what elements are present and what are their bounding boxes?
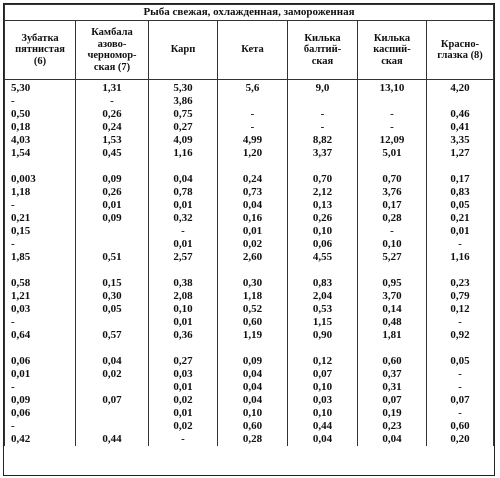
table-cell: 0,07 bbox=[288, 368, 358, 381]
column-header-line: Килька bbox=[373, 32, 411, 44]
table-body bbox=[5, 80, 494, 447]
table-row bbox=[5, 121, 494, 134]
table-cell: 0,05 bbox=[76, 303, 149, 316]
table-cell: 0,83 bbox=[288, 277, 358, 290]
table-cell bbox=[218, 160, 288, 173]
table-cell: - bbox=[427, 316, 494, 329]
table-cell: 0,51 bbox=[76, 251, 149, 264]
table-cell: 0,50 bbox=[5, 108, 76, 121]
table-cell: - bbox=[427, 368, 494, 381]
table-cell: 0,15 bbox=[5, 225, 76, 238]
table-cell: 4,09 bbox=[149, 134, 218, 147]
table-cell bbox=[76, 407, 149, 420]
table-cell: - bbox=[427, 381, 494, 394]
column-header-line: (6) bbox=[33, 55, 47, 67]
table-cell bbox=[288, 264, 358, 277]
table-cell bbox=[76, 381, 149, 394]
table-cell: 0,31 bbox=[358, 381, 427, 394]
table-cell: 2,57 bbox=[149, 251, 218, 264]
table-cell: 1,27 bbox=[427, 147, 494, 160]
table-cell: 0,48 bbox=[358, 316, 427, 329]
table-cell: 0,09 bbox=[218, 355, 288, 368]
table-row bbox=[5, 394, 494, 407]
table-cell: 0,15 bbox=[76, 277, 149, 290]
table-cell: 1,18 bbox=[218, 290, 288, 303]
nutrition-table-frame bbox=[3, 3, 495, 476]
table-cell: 0,27 bbox=[149, 121, 218, 134]
table-cell: 9,0 bbox=[288, 80, 358, 96]
table-cell: 12,09 bbox=[358, 134, 427, 147]
table-row bbox=[5, 290, 494, 303]
table-row bbox=[5, 108, 494, 121]
table-row bbox=[5, 173, 494, 186]
table-cell: 5,6 bbox=[218, 80, 288, 96]
table-cell: 0,04 bbox=[218, 394, 288, 407]
table-row bbox=[5, 264, 494, 277]
table-cell: 0,17 bbox=[358, 199, 427, 212]
table-cell: 2,04 bbox=[288, 290, 358, 303]
table-row bbox=[5, 186, 494, 199]
table-cell: - bbox=[288, 108, 358, 121]
table-cell: 0,04 bbox=[358, 433, 427, 446]
table-cell: 0,52 bbox=[218, 303, 288, 316]
table-cell: 1,20 bbox=[218, 147, 288, 160]
column-header-line: Килька bbox=[304, 32, 341, 44]
table-cell: 0,10 bbox=[218, 407, 288, 420]
table-cell: 0,16 bbox=[218, 212, 288, 225]
table-cell: 4,03 bbox=[5, 134, 76, 147]
table-cell: 3,70 bbox=[358, 290, 427, 303]
table-row bbox=[5, 277, 494, 290]
table-cell: 0,04 bbox=[149, 173, 218, 186]
table-cell bbox=[76, 264, 149, 277]
table-row bbox=[5, 147, 494, 160]
table-cell: 0,44 bbox=[76, 433, 149, 446]
table-cell: 0,26 bbox=[76, 108, 149, 121]
column-header bbox=[427, 21, 494, 80]
table-cell bbox=[427, 264, 494, 277]
table-row bbox=[5, 316, 494, 329]
table-cell bbox=[76, 225, 149, 238]
table-cell: - bbox=[218, 121, 288, 134]
table-cell: 0,03 bbox=[288, 394, 358, 407]
table-cell: 0,04 bbox=[76, 355, 149, 368]
table-cell: 8,82 bbox=[288, 134, 358, 147]
table-cell: 0,03 bbox=[5, 303, 76, 316]
table-cell bbox=[288, 342, 358, 355]
column-header bbox=[218, 21, 288, 80]
table-cell: 0,10 bbox=[288, 225, 358, 238]
table-cell: 0,02 bbox=[76, 368, 149, 381]
table-cell: 0,04 bbox=[218, 368, 288, 381]
table-cell: 0,38 bbox=[149, 277, 218, 290]
table-cell: 0,05 bbox=[427, 199, 494, 212]
table-row bbox=[5, 420, 494, 433]
table-row bbox=[5, 407, 494, 420]
table-row bbox=[5, 238, 494, 251]
column-header-line: каспий- bbox=[373, 44, 411, 56]
column-header-line: пятнистая bbox=[15, 44, 65, 56]
table-cell: 0,01 bbox=[149, 316, 218, 329]
table-cell: 5,30 bbox=[5, 80, 76, 96]
table-cell: 0,23 bbox=[358, 420, 427, 433]
table-cell: 0,10 bbox=[358, 238, 427, 251]
table-cell: 0,01 bbox=[427, 225, 494, 238]
table-cell: 0,53 bbox=[288, 303, 358, 316]
table-cell bbox=[149, 160, 218, 173]
table-cell: 0,27 bbox=[149, 355, 218, 368]
group-title: Рыба свежая, охлажденная, замороженная bbox=[5, 5, 494, 21]
table-cell: 4,99 bbox=[218, 134, 288, 147]
table-row bbox=[5, 199, 494, 212]
table-cell: 5,30 bbox=[149, 80, 218, 96]
table-row bbox=[5, 303, 494, 316]
table-cell bbox=[288, 95, 358, 108]
table-cell bbox=[149, 342, 218, 355]
column-header-line: азово- bbox=[97, 38, 127, 50]
table-cell: - bbox=[5, 420, 76, 433]
table-cell: 0,02 bbox=[149, 394, 218, 407]
table-cell bbox=[358, 264, 427, 277]
table-row bbox=[5, 95, 494, 108]
table-cell: 0,79 bbox=[427, 290, 494, 303]
table-cell: 0,78 bbox=[149, 186, 218, 199]
table-cell: 1,53 bbox=[76, 134, 149, 147]
table-row bbox=[5, 134, 494, 147]
table-cell: - bbox=[358, 121, 427, 134]
table-cell: 0,01 bbox=[149, 238, 218, 251]
table-cell: 0,60 bbox=[218, 316, 288, 329]
table-cell: 0,19 bbox=[358, 407, 427, 420]
table-cell: 0,06 bbox=[5, 355, 76, 368]
column-header-row bbox=[5, 21, 494, 80]
table-cell: 0,07 bbox=[358, 394, 427, 407]
table-cell: 0,09 bbox=[5, 394, 76, 407]
table-cell: - bbox=[149, 225, 218, 238]
table-cell bbox=[218, 95, 288, 108]
table-cell: 0,26 bbox=[288, 212, 358, 225]
table-cell: 0,58 bbox=[5, 277, 76, 290]
table-cell bbox=[76, 316, 149, 329]
table-cell: 13,10 bbox=[358, 80, 427, 96]
table-row bbox=[5, 212, 494, 225]
table-cell: 0,44 bbox=[288, 420, 358, 433]
table-cell: 0,41 bbox=[427, 121, 494, 134]
table-cell: - bbox=[358, 225, 427, 238]
table-cell: 0,10 bbox=[288, 381, 358, 394]
table-cell: 1,85 bbox=[5, 251, 76, 264]
table-cell bbox=[358, 342, 427, 355]
table-cell: 0,28 bbox=[218, 433, 288, 446]
table-cell: 0,30 bbox=[218, 277, 288, 290]
table-cell: - bbox=[5, 381, 76, 394]
table-cell: 0,06 bbox=[288, 238, 358, 251]
table-cell: 0,04 bbox=[288, 433, 358, 446]
table-cell: 1,16 bbox=[427, 251, 494, 264]
table-cell bbox=[288, 160, 358, 173]
table-cell bbox=[76, 238, 149, 251]
table-row bbox=[5, 80, 494, 96]
table-cell: 0,12 bbox=[288, 355, 358, 368]
table-cell bbox=[427, 95, 494, 108]
table-cell: - bbox=[358, 108, 427, 121]
table-cell: 1,54 bbox=[5, 147, 76, 160]
table-cell: 5,27 bbox=[358, 251, 427, 264]
table-cell: 0,07 bbox=[76, 394, 149, 407]
table-cell bbox=[5, 264, 76, 277]
table-row bbox=[5, 225, 494, 238]
table-cell: 0,10 bbox=[149, 303, 218, 316]
table-cell: 0,03 bbox=[149, 368, 218, 381]
table-cell bbox=[427, 342, 494, 355]
table-cell: 0,60 bbox=[218, 420, 288, 433]
table-cell: 0,30 bbox=[76, 290, 149, 303]
table-cell: 3,37 bbox=[288, 147, 358, 160]
table-cell bbox=[76, 420, 149, 433]
table-cell: 0,10 bbox=[288, 407, 358, 420]
table-cell: 0,09 bbox=[76, 173, 149, 186]
table-cell: 0,75 bbox=[149, 108, 218, 121]
column-header-line: ская (7) bbox=[93, 61, 131, 73]
table-cell: 1,21 bbox=[5, 290, 76, 303]
table-cell: 0,02 bbox=[149, 420, 218, 433]
column-header bbox=[358, 21, 427, 80]
column-header-line: Карп bbox=[170, 44, 196, 56]
table-cell: 0,26 bbox=[76, 186, 149, 199]
table-cell bbox=[358, 160, 427, 173]
table-cell: 0,01 bbox=[218, 225, 288, 238]
table-row bbox=[5, 160, 494, 173]
table-cell: 0,04 bbox=[218, 381, 288, 394]
table-header bbox=[5, 5, 494, 80]
table-cell: 2,12 bbox=[288, 186, 358, 199]
table-cell: 0,01 bbox=[149, 381, 218, 394]
table-cell: 0,57 bbox=[76, 329, 149, 342]
table-cell: 2,60 bbox=[218, 251, 288, 264]
table-cell: 0,17 bbox=[427, 173, 494, 186]
column-header-line: Камбала bbox=[91, 27, 133, 38]
table-cell bbox=[5, 160, 76, 173]
table-cell: 4,55 bbox=[288, 251, 358, 264]
table-cell: 0,92 bbox=[427, 329, 494, 342]
table-cell: 0,14 bbox=[358, 303, 427, 316]
column-header-line: балтий- bbox=[303, 44, 342, 56]
table-cell: 0,13 bbox=[288, 199, 358, 212]
table-cell: 2,08 bbox=[149, 290, 218, 303]
table-cell: 0,95 bbox=[358, 277, 427, 290]
table-cell: 0,01 bbox=[76, 199, 149, 212]
table-cell: 0,42 bbox=[5, 433, 76, 446]
table-cell bbox=[76, 160, 149, 173]
table-row bbox=[5, 355, 494, 368]
table-cell: 1,19 bbox=[218, 329, 288, 342]
table-cell: 0,24 bbox=[218, 173, 288, 186]
table-cell: 3,35 bbox=[427, 134, 494, 147]
table-cell: 1,31 bbox=[76, 80, 149, 96]
table-cell: 1,18 bbox=[5, 186, 76, 199]
table-cell bbox=[76, 342, 149, 355]
table-cell: 0,70 bbox=[358, 173, 427, 186]
table-row bbox=[5, 368, 494, 381]
table-cell: 0,18 bbox=[5, 121, 76, 134]
table-cell: - bbox=[5, 199, 76, 212]
table-row bbox=[5, 251, 494, 264]
table-cell: - bbox=[5, 238, 76, 251]
column-header-line: черномор- bbox=[87, 50, 137, 61]
table-cell: - bbox=[288, 121, 358, 134]
table-cell bbox=[358, 95, 427, 108]
fish-composition-table bbox=[4, 4, 494, 446]
column-header bbox=[149, 21, 218, 80]
table-cell: - bbox=[427, 238, 494, 251]
table-cell: 0,02 bbox=[218, 238, 288, 251]
table-cell bbox=[149, 264, 218, 277]
table-cell: - bbox=[76, 95, 149, 108]
table-cell: 0,07 bbox=[427, 394, 494, 407]
column-header-line: Зубатка bbox=[21, 32, 59, 44]
column-header bbox=[288, 21, 358, 80]
table-row bbox=[5, 433, 494, 446]
table-cell: - bbox=[149, 433, 218, 446]
table-cell bbox=[218, 264, 288, 277]
column-header-line: Кета bbox=[241, 44, 264, 56]
table-cell: 0,73 bbox=[218, 186, 288, 199]
table-cell: 0,09 bbox=[76, 212, 149, 225]
table-cell bbox=[218, 342, 288, 355]
table-cell: 1,15 bbox=[288, 316, 358, 329]
table-cell: - bbox=[5, 95, 76, 108]
table-cell: - bbox=[5, 316, 76, 329]
table-cell: 1,16 bbox=[149, 147, 218, 160]
column-header bbox=[76, 21, 149, 80]
table-cell: 0,21 bbox=[5, 212, 76, 225]
table-cell: 0,32 bbox=[149, 212, 218, 225]
table-cell: - bbox=[218, 108, 288, 121]
table-cell bbox=[5, 342, 76, 355]
table-cell: 0,28 bbox=[358, 212, 427, 225]
table-cell: 0,01 bbox=[149, 199, 218, 212]
table-cell: 0,21 bbox=[427, 212, 494, 225]
table-cell: 0,45 bbox=[76, 147, 149, 160]
column-header-line: ская bbox=[311, 55, 334, 67]
table-cell: 0,003 bbox=[5, 173, 76, 186]
table-cell: 0,01 bbox=[149, 407, 218, 420]
table-cell: 0,46 bbox=[427, 108, 494, 121]
table-cell: 0,06 bbox=[5, 407, 76, 420]
table-cell: 0,12 bbox=[427, 303, 494, 316]
table-cell: 0,60 bbox=[427, 420, 494, 433]
table-cell: 0,60 bbox=[358, 355, 427, 368]
table-cell: - bbox=[427, 407, 494, 420]
table-cell: 0,70 bbox=[288, 173, 358, 186]
table-row bbox=[5, 342, 494, 355]
table-cell: 0,05 bbox=[427, 355, 494, 368]
table-cell: 3,86 bbox=[149, 95, 218, 108]
table-cell: 0,90 bbox=[288, 329, 358, 342]
table-cell: 0,37 bbox=[358, 368, 427, 381]
column-header-line: ская bbox=[381, 55, 403, 67]
column-header bbox=[5, 21, 76, 80]
table-row bbox=[5, 329, 494, 342]
table-cell: 1,81 bbox=[358, 329, 427, 342]
table-cell: 0,23 bbox=[427, 277, 494, 290]
table-cell: 0,36 bbox=[149, 329, 218, 342]
table-cell: 0,64 bbox=[5, 329, 76, 342]
table-cell: 3,76 bbox=[358, 186, 427, 199]
column-header-line: глазка (8) bbox=[437, 50, 483, 61]
column-header-line: Красно- bbox=[440, 38, 480, 50]
table-cell: 0,04 bbox=[218, 199, 288, 212]
table-cell: 0,24 bbox=[76, 121, 149, 134]
table-cell: 0,83 bbox=[427, 186, 494, 199]
table-cell: 0,01 bbox=[5, 368, 76, 381]
table-cell bbox=[427, 160, 494, 173]
table-cell: 4,20 bbox=[427, 80, 494, 96]
table-cell: 0,20 bbox=[427, 433, 494, 446]
table-cell: 5,01 bbox=[358, 147, 427, 160]
table-row bbox=[5, 381, 494, 394]
